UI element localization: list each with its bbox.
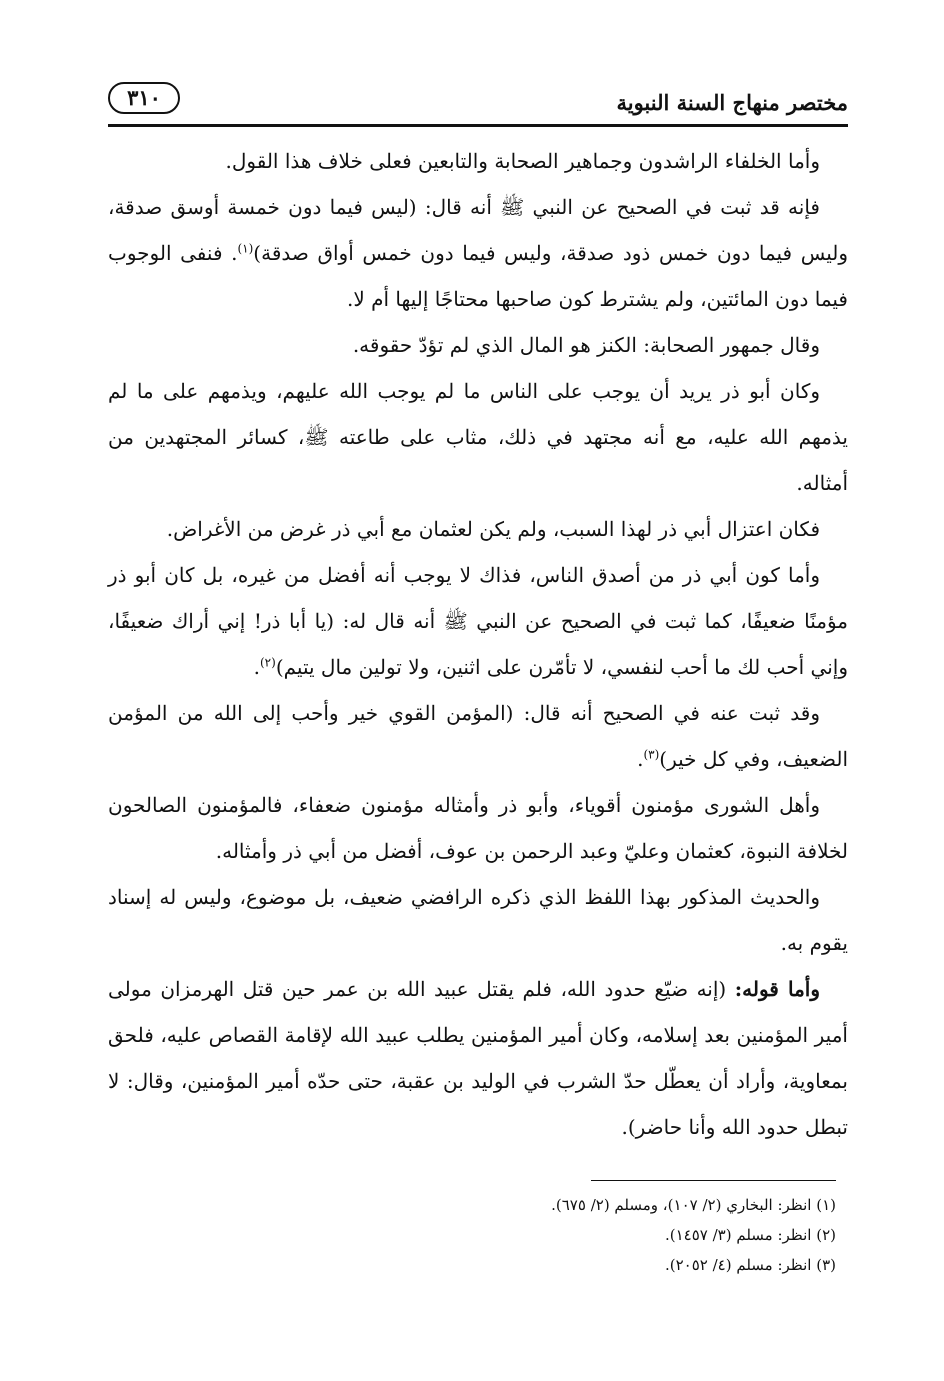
paragraph-6: وأما كون أبي ذر من أصدق الناس، فذاك لا يوجب أنه أفضل من غيره، بل كان أبو ذر مؤمنًا ضعيفًا، كما ثبت في الصحيح عن النبي ﷺ أنه قال له: (يا أبا ذر! إني أراك ضعيفًا، وإني أحب لك ما أحب لنفسي، لا تأمّرن على اثنين، ولا تولين مال يتيم)$^{(٢)}$.	[108, 563, 848, 679]
footnote-rule	[591, 1180, 836, 1181]
footnote-ref-2: (٢)	[259, 655, 276, 670]
paragraph-10: وأما قوله: (إنه ضيّع حدود الله، فلم يقتل عبيد الله بن عمر حين قتل الهرمزان مولى أمير المؤمنين بعد إسلامه، وكان أمير المؤمنين يطلب عبيد الله لإقامة القصاص عليه، فلحق بمعاوية، وأراد أن يعطّل حدّ الشرب في الوليد بن عقبة، حتى حدّه أمير المؤمنين، وقال: لا تبطل حدود الله وأنا حاضر).	[108, 977, 848, 1139]
body-text	[108, 138, 848, 1150]
footnote-1: (١) انظر: البخاري (٢/ ١٠٧)، ومسلم (٢/ ٦٧٥).	[551, 1196, 836, 1214]
paragraph-4: وكان أبو ذر يريد أن يوجب على الناس ما لم يوجب الله عليهم، ويذمهم على ما لم يذمهم الله عليه، مع أنه مجتهد في ذلك، مثاب على طاعته ﷺ، كسائر المجتهدين من أمثاله.	[108, 379, 848, 495]
paragraph-lead: وأما قوله:	[734, 977, 821, 1001]
footnote-ref-3: (٣)	[643, 747, 660, 762]
footnote-2: (٢) انظر: مسلم (٣/ ١٤٥٧).	[664, 1226, 836, 1244]
paragraph-9: والحديث المذكور بهذا اللفظ الذي ذكره الرافضي ضعيف، بل موضوع، وليس له إسناد يقوم به.	[108, 885, 848, 955]
footnote-ref-1: (١)	[237, 241, 254, 256]
paragraph-7: وقد ثبت عنه في الصحيح أنه قال: (المؤمن القوي خير وأحب إلى الله من المؤمن الضعيف، وفي كل خير)$^{(٣)}$.	[108, 701, 848, 771]
header-rule	[108, 124, 848, 127]
footnotes	[96, 1190, 836, 1280]
running-title: مختصر منهاج السنة النبوية	[616, 90, 848, 115]
page-number: ٣١٠	[108, 82, 180, 114]
paragraph-2: فإنه قد ثبت في الصحيح عن النبي ﷺ أنه قال: (ليس فيما دون خمسة أوسق صدقة، وليس فيما دون خمس ذود صدقة، وليس فيما دون خمس أواق صدقة)$^{(١)}$. فنفى الوجوب فيما دون المائتين، ولم يشترط كون صاحبها محتاجًا إليها أم لا.	[108, 195, 848, 311]
paragraph-5: فكان اعتزال أبي ذر لهذا السبب، ولم يكن لعثمان مع أبي ذر غرض من الأغراض.	[166, 517, 820, 541]
paragraph-1: وأما الخلفاء الراشدون وجماهير الصحابة والتابعين فعلى خلاف هذا القول.	[225, 149, 820, 173]
paragraph-8: وأهل الشورى مؤمنون أقوياء، وأبو ذر وأمثاله مؤمنون ضعفاء، فالمؤمنون الصالحون لخلافة النبوة، كعثمان وعليّ وعبد الرحمن بن عوف، أفضل من أبي ذر وأمثاله.	[108, 793, 848, 863]
page-header	[108, 76, 848, 126]
footnote-3: (٣) انظر: مسلم (٤/ ٢٠٥٢).	[664, 1256, 836, 1274]
paragraph-3: وقال جمهور الصحابة: الكنز هو المال الذي لم تؤدّ حقوقه.	[352, 333, 820, 357]
